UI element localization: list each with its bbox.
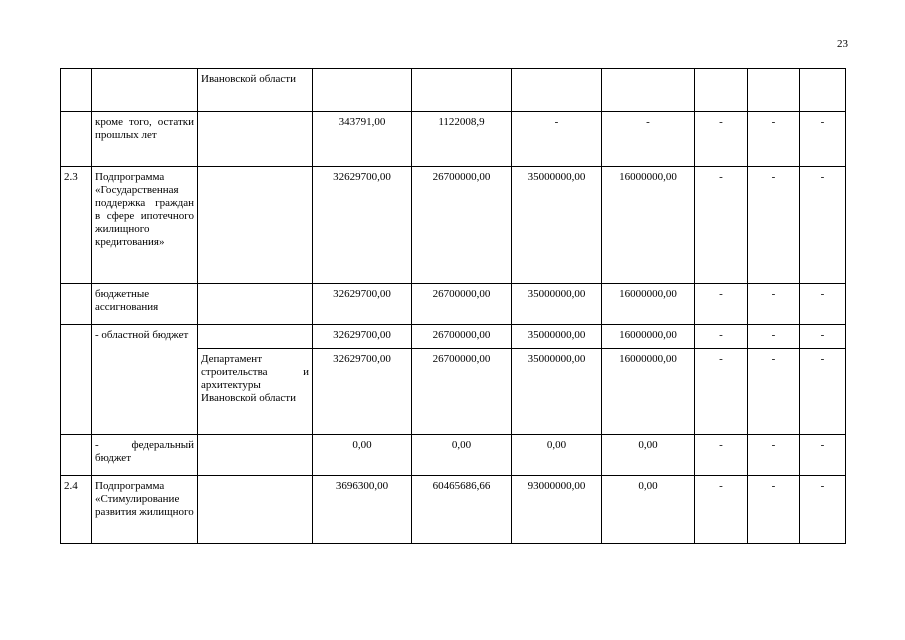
row-executor-cell [198, 167, 313, 284]
row-index-cell [61, 435, 92, 476]
value-cell: 26700000,00 [412, 284, 512, 325]
value-cell [800, 69, 846, 112]
row-index-cell: 2.3 [61, 167, 92, 284]
value-cell: - [695, 349, 748, 435]
value-cell: 16000000,00 [602, 284, 695, 325]
row-executor-cell: Ивановской области [198, 69, 313, 112]
value-cell: - [748, 112, 800, 167]
value-cell: 32629700,00 [313, 349, 412, 435]
value-cell: - [748, 476, 800, 544]
row-executor-cell [198, 112, 313, 167]
value-cell: 93000000,00 [512, 476, 602, 544]
row-index-cell [61, 325, 92, 435]
value-cell: 35000000,00 [512, 349, 602, 435]
table-row [61, 69, 846, 112]
table-row [61, 476, 846, 544]
value-cell [512, 69, 602, 112]
row-name-cell: Подпрограмма «Стимулирование развития жилищного [92, 476, 198, 544]
row-index-cell: 2.4 [61, 476, 92, 544]
value-cell: - [800, 325, 846, 349]
value-cell: 16000000,00 [602, 349, 695, 435]
value-cell [748, 69, 800, 112]
row-index-cell [61, 112, 92, 167]
table-row [61, 284, 846, 325]
value-cell: 26700000,00 [412, 325, 512, 349]
table-row [61, 435, 846, 476]
row-executor-cell [198, 476, 313, 544]
row-name-cell: бюджетные ассигнования [92, 284, 198, 325]
value-cell: 1122008,9 [412, 112, 512, 167]
value-cell: 0,00 [602, 435, 695, 476]
value-cell: - [800, 167, 846, 284]
value-cell: - [695, 167, 748, 284]
row-executor-cell: Департамент строительства и архитектуры Ивановской области [198, 349, 313, 435]
value-cell: - [800, 435, 846, 476]
value-cell [412, 69, 512, 112]
table-row [61, 325, 846, 349]
row-executor-cell [198, 435, 313, 476]
row-name-cell: - областной бюджет [92, 325, 198, 435]
value-cell [602, 69, 695, 112]
value-cell: - [512, 112, 602, 167]
value-cell: 16000000,00 [602, 325, 695, 349]
value-cell: 35000000,00 [512, 284, 602, 325]
row-executor-cell [198, 325, 313, 349]
budget-table [60, 68, 846, 544]
value-cell: 0,00 [512, 435, 602, 476]
value-cell: - [748, 349, 800, 435]
value-cell: 0,00 [313, 435, 412, 476]
value-cell: 35000000,00 [512, 325, 602, 349]
value-cell: - [800, 284, 846, 325]
value-cell: - [602, 112, 695, 167]
row-name-cell: кроме того, остатки прошлых лет [92, 112, 198, 167]
value-cell: 0,00 [602, 476, 695, 544]
value-cell: - [695, 112, 748, 167]
value-cell [313, 69, 412, 112]
row-index-cell [61, 284, 92, 325]
page-number: 23 [837, 38, 848, 50]
value-cell: 343791,00 [313, 112, 412, 167]
value-cell: - [748, 167, 800, 284]
row-name-cell [92, 69, 198, 112]
value-cell: 26700000,00 [412, 349, 512, 435]
table-row [61, 167, 846, 284]
value-cell: 60465686,66 [412, 476, 512, 544]
value-cell: - [800, 349, 846, 435]
value-cell: 16000000,00 [602, 167, 695, 284]
value-cell: - [695, 284, 748, 325]
row-name-cell: - федеральный бюджет [92, 435, 198, 476]
value-cell: - [748, 435, 800, 476]
value-cell: - [748, 325, 800, 349]
row-executor-cell [198, 284, 313, 325]
value-cell: 3696300,00 [313, 476, 412, 544]
value-cell: 0,00 [412, 435, 512, 476]
value-cell: - [695, 435, 748, 476]
value-cell: 35000000,00 [512, 167, 602, 284]
value-cell: - [748, 284, 800, 325]
value-cell: - [695, 325, 748, 349]
row-name-cell: Подпрограмма «Государственная поддержка граждан в сфере ипотечного жилищного кредитования» [92, 167, 198, 284]
row-index-cell [61, 69, 92, 112]
value-cell: - [800, 476, 846, 544]
value-cell: 32629700,00 [313, 284, 412, 325]
value-cell [695, 69, 748, 112]
value-cell: - [800, 112, 846, 167]
value-cell: 32629700,00 [313, 167, 412, 284]
value-cell: 32629700,00 [313, 325, 412, 349]
value-cell: - [695, 476, 748, 544]
table-row [61, 112, 846, 167]
value-cell: 26700000,00 [412, 167, 512, 284]
